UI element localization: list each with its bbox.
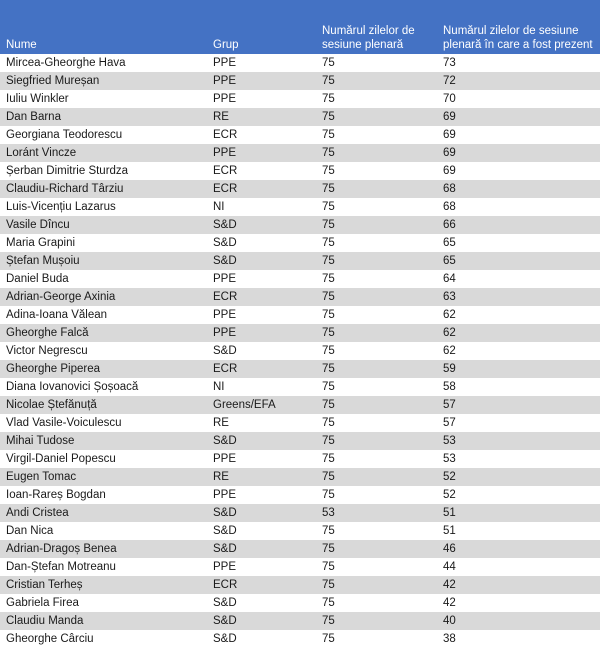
cell-nume: Dan Nica xyxy=(6,525,54,537)
table-row xyxy=(0,468,600,486)
table-row xyxy=(0,90,600,108)
cell-zile-sesiune: 75 xyxy=(322,417,335,429)
cell-zile-sesiune: 75 xyxy=(322,633,335,645)
cell-grup: PPE xyxy=(213,309,237,321)
cell-nume: Nicolae Ștefănuță xyxy=(6,399,97,411)
header-zile-prezent: Numărul zilelor de sesiune plenară în care a fost prezent xyxy=(443,25,593,51)
table-row xyxy=(0,360,600,378)
cell-nume: Șerban Dimitrie Sturdza xyxy=(6,165,129,177)
cell-grup: ECR xyxy=(213,579,238,591)
cell-grup: S&D xyxy=(213,615,237,627)
cell-grup: Greens/EFA xyxy=(213,399,276,411)
table-row xyxy=(0,450,600,468)
cell-nume: Gheorghe Falcă xyxy=(6,327,89,339)
cell-zile-sesiune: 75 xyxy=(322,615,335,627)
table-row xyxy=(0,288,600,306)
table-row xyxy=(0,540,600,558)
cell-grup: PPE xyxy=(213,561,237,573)
cell-grup: RE xyxy=(213,111,229,123)
cell-zile-sesiune: 75 xyxy=(322,597,335,609)
cell-zile-prezent: 57 xyxy=(443,399,456,411)
cell-zile-prezent: 68 xyxy=(443,201,456,213)
cell-grup: S&D xyxy=(213,435,237,447)
cell-zile-prezent: 53 xyxy=(443,435,456,447)
cell-grup: S&D xyxy=(213,219,237,231)
cell-nume: Eugen Tomac xyxy=(6,471,77,483)
cell-grup: S&D xyxy=(213,345,237,357)
cell-grup: PPE xyxy=(213,57,237,69)
cell-grup: RE xyxy=(213,417,229,429)
table-row xyxy=(0,108,600,126)
cell-grup: S&D xyxy=(213,507,237,519)
cell-nume: Vasile Dîncu xyxy=(6,219,70,231)
cell-nume: Virgil-Daniel Popescu xyxy=(6,453,116,465)
cell-zile-sesiune: 75 xyxy=(322,525,335,537)
header-zile-sesiune: Numărul zilelor de sesiune plenară xyxy=(322,25,415,51)
table-row xyxy=(0,486,600,504)
table-row xyxy=(0,270,600,288)
cell-grup: PPE xyxy=(213,489,237,501)
cell-zile-sesiune: 75 xyxy=(322,561,335,573)
cell-zile-sesiune: 75 xyxy=(322,129,335,141)
cell-nume: Ioan-Rareș Bogdan xyxy=(6,489,106,501)
cell-zile-prezent: 68 xyxy=(443,183,456,195)
cell-zile-sesiune: 75 xyxy=(322,75,335,87)
cell-nume: Claudiu-Richard Târziu xyxy=(6,183,124,195)
cell-zile-prezent: 44 xyxy=(443,561,456,573)
cell-grup: S&D xyxy=(213,543,237,555)
table-row xyxy=(0,504,600,522)
cell-zile-prezent: 65 xyxy=(443,255,456,267)
cell-nume: Mircea-Gheorghe Hava xyxy=(6,57,126,69)
cell-nume: Adrian-George Axinia xyxy=(6,291,116,303)
cell-grup: PPE xyxy=(213,453,237,465)
cell-nume: Iuliu Winkler xyxy=(6,93,69,105)
cell-zile-prezent: 51 xyxy=(443,507,456,519)
cell-grup: RE xyxy=(213,471,229,483)
cell-zile-prezent: 57 xyxy=(443,417,456,429)
cell-zile-prezent: 42 xyxy=(443,579,456,591)
cell-zile-sesiune: 75 xyxy=(322,381,335,393)
cell-nume: Gheorghe Piperea xyxy=(6,363,100,375)
cell-zile-prezent: 72 xyxy=(443,75,456,87)
table-row xyxy=(0,558,600,576)
cell-zile-sesiune: 75 xyxy=(322,489,335,501)
table-row xyxy=(0,612,600,630)
cell-zile-prezent: 70 xyxy=(443,93,456,105)
cell-nume: Gheorghe Cârciu xyxy=(6,633,94,645)
header-nume: Nume xyxy=(6,39,37,51)
cell-zile-prezent: 62 xyxy=(443,345,456,357)
cell-zile-prezent: 52 xyxy=(443,489,456,501)
header-grup: Grup xyxy=(213,39,239,51)
table-row xyxy=(0,162,600,180)
cell-zile-prezent: 51 xyxy=(443,525,456,537)
cell-grup: S&D xyxy=(213,237,237,249)
cell-zile-prezent: 64 xyxy=(443,273,456,285)
cell-grup: ECR xyxy=(213,363,238,375)
cell-nume: Vlad Vasile-Voiculescu xyxy=(6,417,122,429)
cell-nume: Luis-Vicențiu Lazarus xyxy=(6,201,116,213)
cell-zile-sesiune: 75 xyxy=(322,273,335,285)
cell-nume: Claudiu Manda xyxy=(6,615,84,627)
cell-zile-sesiune: 75 xyxy=(322,93,335,105)
cell-zile-sesiune: 75 xyxy=(322,255,335,267)
cell-zile-sesiune: 75 xyxy=(322,57,335,69)
cell-nume: Andi Cristea xyxy=(6,507,69,519)
table-body xyxy=(0,54,600,648)
cell-nume: Loránt Vincze xyxy=(6,147,77,159)
cell-zile-prezent: 40 xyxy=(443,615,456,627)
cell-nume: Ștefan Mușoiu xyxy=(6,255,80,267)
cell-grup: S&D xyxy=(213,255,237,267)
cell-zile-sesiune: 75 xyxy=(322,453,335,465)
cell-zile-sesiune: 75 xyxy=(322,219,335,231)
cell-zile-sesiune: 75 xyxy=(322,147,335,159)
cell-nume: Georgiana Teodorescu xyxy=(6,129,123,141)
table-row xyxy=(0,522,600,540)
table-row xyxy=(0,414,600,432)
cell-nume: Mihai Tudose xyxy=(6,435,75,447)
cell-zile-sesiune: 75 xyxy=(322,327,335,339)
table-row xyxy=(0,324,600,342)
cell-grup: ECR xyxy=(213,291,238,303)
cell-zile-sesiune: 75 xyxy=(322,363,335,375)
cell-zile-sesiune: 75 xyxy=(322,111,335,123)
cell-zile-sesiune: 75 xyxy=(322,345,335,357)
table-row xyxy=(0,432,600,450)
cell-zile-prezent: 65 xyxy=(443,237,456,249)
cell-grup: ECR xyxy=(213,165,238,177)
cell-zile-sesiune: 75 xyxy=(322,435,335,447)
cell-nume: Adrian-Dragoș Benea xyxy=(6,543,117,555)
table-row xyxy=(0,396,600,414)
cell-nume: Daniel Buda xyxy=(6,273,69,285)
cell-zile-sesiune: 75 xyxy=(322,543,335,555)
cell-nume: Diana Iovanovici Șoșoacă xyxy=(6,381,139,393)
cell-grup: NI xyxy=(213,381,225,393)
cell-nume: Cristian Terheș xyxy=(6,579,83,591)
table-row xyxy=(0,216,600,234)
table-row xyxy=(0,72,600,90)
table-row xyxy=(0,378,600,396)
cell-zile-prezent: 69 xyxy=(443,111,456,123)
cell-zile-prezent: 62 xyxy=(443,309,456,321)
cell-zile-sesiune: 75 xyxy=(322,201,335,213)
table-row xyxy=(0,144,600,162)
cell-nume: Victor Negrescu xyxy=(6,345,88,357)
table-row xyxy=(0,180,600,198)
cell-zile-prezent: 63 xyxy=(443,291,456,303)
cell-nume: Gabriela Firea xyxy=(6,597,79,609)
cell-grup: ECR xyxy=(213,129,238,141)
cell-zile-sesiune: 75 xyxy=(322,237,335,249)
cell-nume: Adina-Ioana Vălean xyxy=(6,309,108,321)
cell-grup: PPE xyxy=(213,75,237,87)
cell-zile-sesiune: 75 xyxy=(322,309,335,321)
table-row xyxy=(0,594,600,612)
cell-grup: PPE xyxy=(213,93,237,105)
table-row xyxy=(0,54,600,72)
cell-grup: PPE xyxy=(213,273,237,285)
cell-zile-sesiune: 53 xyxy=(322,507,335,519)
cell-zile-sesiune: 75 xyxy=(322,291,335,303)
cell-nume: Dan Barna xyxy=(6,111,61,123)
cell-grup: PPE xyxy=(213,147,237,159)
cell-zile-sesiune: 75 xyxy=(322,579,335,591)
cell-zile-prezent: 38 xyxy=(443,633,456,645)
cell-nume: Siegfried Mureșan xyxy=(6,75,100,87)
cell-grup: S&D xyxy=(213,633,237,645)
cell-zile-sesiune: 75 xyxy=(322,183,335,195)
cell-zile-sesiune: 75 xyxy=(322,399,335,411)
table-row xyxy=(0,576,600,594)
table-row xyxy=(0,198,600,216)
table-row xyxy=(0,630,600,648)
cell-zile-prezent: 46 xyxy=(443,543,456,555)
cell-zile-prezent: 52 xyxy=(443,471,456,483)
table-row xyxy=(0,126,600,144)
cell-grup: PPE xyxy=(213,327,237,339)
cell-zile-prezent: 69 xyxy=(443,165,456,177)
cell-grup: S&D xyxy=(213,597,237,609)
table-row xyxy=(0,234,600,252)
cell-zile-prezent: 66 xyxy=(443,219,456,231)
cell-zile-prezent: 69 xyxy=(443,129,456,141)
cell-nume: Maria Grapini xyxy=(6,237,76,249)
cell-zile-prezent: 73 xyxy=(443,57,456,69)
cell-grup: NI xyxy=(213,201,225,213)
cell-zile-prezent: 59 xyxy=(443,363,456,375)
table-row xyxy=(0,342,600,360)
table-row xyxy=(0,252,600,270)
cell-nume: Dan-Ștefan Motreanu xyxy=(6,561,116,573)
cell-zile-prezent: 58 xyxy=(443,381,456,393)
cell-zile-sesiune: 75 xyxy=(322,471,335,483)
cell-zile-prezent: 69 xyxy=(443,147,456,159)
cell-grup: S&D xyxy=(213,525,237,537)
cell-zile-prezent: 62 xyxy=(443,327,456,339)
cell-zile-sesiune: 75 xyxy=(322,165,335,177)
table-row xyxy=(0,306,600,324)
cell-grup: ECR xyxy=(213,183,238,195)
cell-zile-prezent: 42 xyxy=(443,597,456,609)
cell-zile-prezent: 53 xyxy=(443,453,456,465)
table-header xyxy=(0,0,600,54)
